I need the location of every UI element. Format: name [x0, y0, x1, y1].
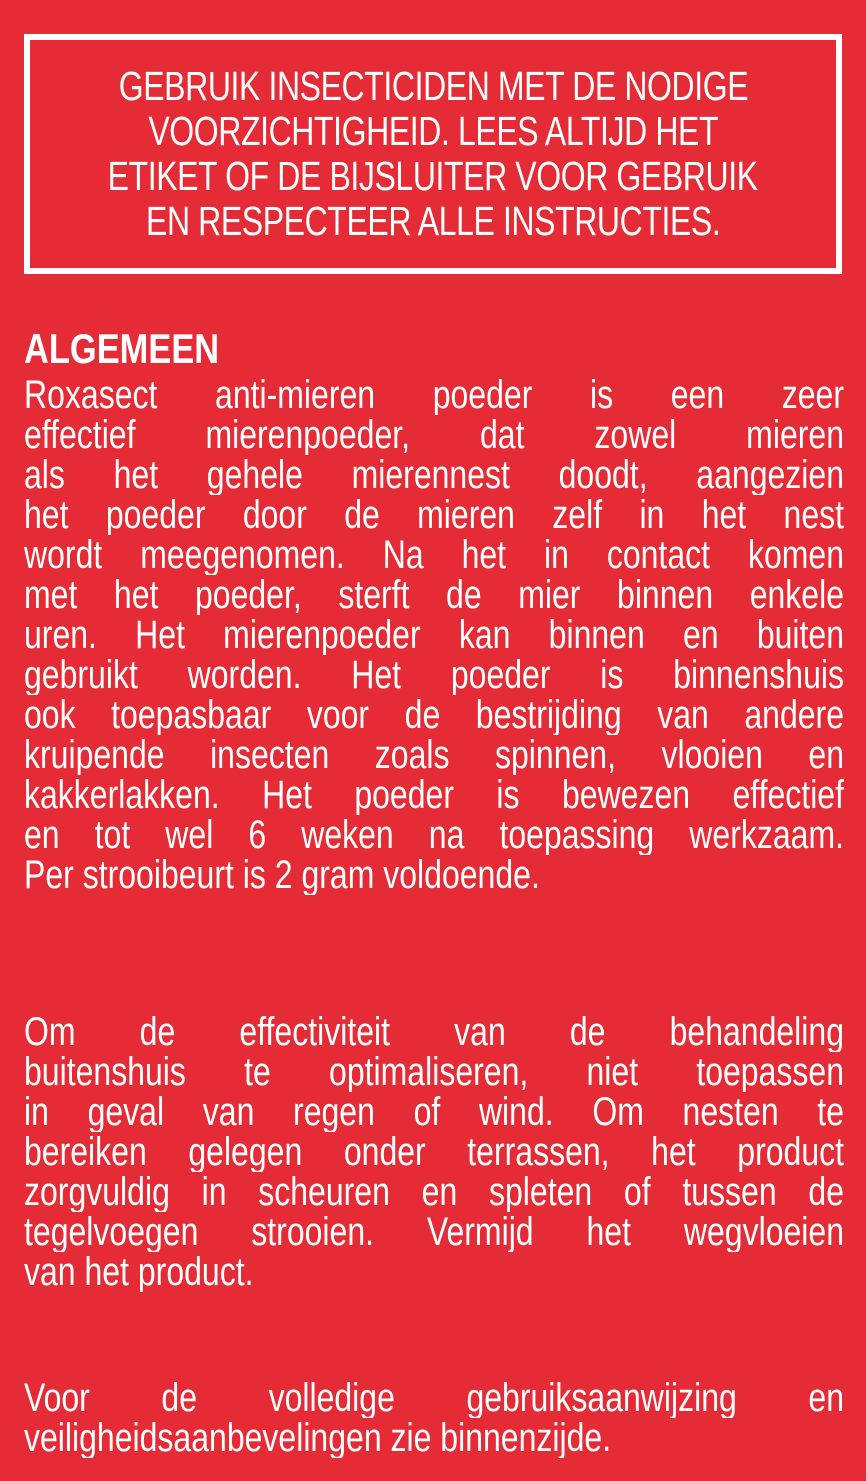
warning-line: GEBRUIK INSECTICIDEN MET DE NODIGE	[118, 63, 748, 109]
paragraph-line: gebruikt worden. Het poeder is binnenshuis	[24, 655, 844, 695]
paragraph-line: Per strooibeurt is 2 gram voldoende.	[24, 855, 540, 895]
paragraph-line: bereiken gelegen onder terrassen, het product	[24, 1132, 844, 1172]
paragraph-line: Om de effectiviteit van de behandeling	[24, 1012, 844, 1052]
paragraph-line: effectief mierenpoeder, dat zowel mieren	[24, 415, 844, 455]
paragraph-line: kakkerlakken. Het poeder is bewezen effectief	[24, 775, 844, 815]
paragraph-line: wordt meegenomen. Na het in contact komen	[24, 535, 844, 575]
paragraph-line: ook toepasbaar voor de bestrijding van andere	[24, 695, 844, 735]
paragraph-outdoor-use	[24, 1012, 844, 1292]
paragraph-see-inside	[24, 1378, 844, 1458]
paragraph-line: in geval van regen of wind. Om nesten te	[24, 1092, 844, 1132]
paragraph-line: het poeder door de mieren zelf in het nest	[24, 495, 844, 535]
paragraph-line: als het gehele mierennest doodt, aangezien	[24, 455, 844, 495]
paragraph-line: zorgvuldig in scheuren en spleten of tussen de	[24, 1172, 844, 1212]
paragraph-line: met het poeder, sterft de mier binnen enkele	[24, 575, 844, 615]
paragraph-line: kruipende insecten zoals spinnen, vlooien en	[24, 735, 844, 775]
paragraph-general	[24, 375, 844, 895]
warning-box	[24, 34, 842, 274]
paragraph-line: van het product.	[24, 1252, 254, 1292]
paragraph-line: en tot wel 6 weken na toepassing werkzaam.	[24, 815, 844, 855]
warning-line: VOORZICHTIGHEID. LEES ALTIJD HET	[148, 108, 718, 154]
paragraph-line: veiligheidsaanbevelingen zie binnenzijde.	[24, 1418, 612, 1458]
warning-line: ETIKET OF DE BIJSLUITER VOOR GEBRUIK	[108, 153, 758, 199]
section-title: ALGEMEEN	[24, 325, 220, 372]
warning-line: EN RESPECTEER ALLE INSTRUCTIES.	[145, 198, 721, 244]
paragraph-line: tegelvoegen strooien. Vermijd het wegvloeien	[24, 1212, 844, 1252]
paragraph-line: uren. Het mierenpoeder kan binnen en buiten	[24, 615, 844, 655]
paragraph-line: Roxasect anti-mieren poeder is een zeer	[24, 375, 844, 415]
paragraph-line: buitenshuis te optimaliseren, niet toepassen	[24, 1052, 844, 1092]
paragraph-line: Voor de volledige gebruiksaanwijzing en	[24, 1378, 844, 1418]
